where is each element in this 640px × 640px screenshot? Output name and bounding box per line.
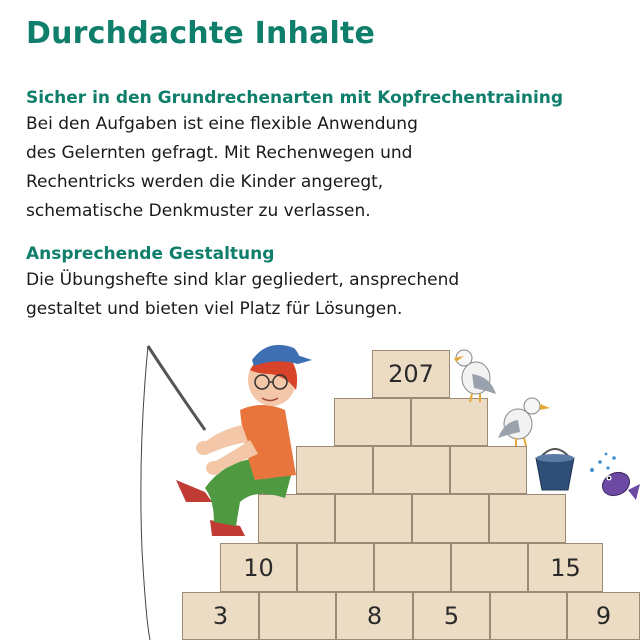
pyramid-brick bbox=[296, 446, 373, 494]
brick-value: 5 bbox=[443, 602, 460, 630]
section-heading: Sicher in den Grundrechenarten mit Kopfrechentraining bbox=[26, 88, 564, 108]
pyramid-brick bbox=[374, 543, 451, 592]
pyramid-brick bbox=[373, 446, 450, 494]
body-line: Die Übungshefte sind klar gegliedert, ansprechend bbox=[26, 270, 460, 290]
brick-value: 10 bbox=[243, 553, 274, 582]
pyramid-brick bbox=[334, 398, 411, 446]
pyramid-brick-top bbox=[372, 350, 450, 398]
body-line: Bei den Aufgaben ist eine flexible Anwendung bbox=[26, 114, 418, 134]
brick-value: 3 bbox=[212, 602, 229, 630]
section-gestaltung bbox=[26, 242, 459, 324]
page-title: Durchdachte Inhalte bbox=[26, 16, 376, 51]
pyramid-brick bbox=[528, 543, 603, 592]
body-line: des Gelernten gefragt. Mit Rechenwegen und bbox=[26, 143, 413, 163]
brick-value: 15 bbox=[550, 553, 581, 582]
pyramid-brick bbox=[451, 543, 528, 592]
illustration bbox=[0, 330, 640, 640]
pyramid-brick-base bbox=[567, 592, 640, 640]
pyramid-brick-base bbox=[413, 592, 490, 640]
pyramid-brick bbox=[335, 494, 412, 543]
body-line: schematische Denkmuster zu verlassen. bbox=[26, 201, 371, 221]
pyramid-brick bbox=[258, 494, 335, 543]
pyramid-brick-base bbox=[259, 592, 336, 640]
seagull-icon bbox=[494, 390, 550, 450]
pyramid-brick bbox=[297, 543, 374, 592]
bucket-icon bbox=[530, 444, 580, 494]
pyramid-brick bbox=[450, 446, 527, 494]
body-line: gestaltet und bieten viel Platz für Lösungen. bbox=[26, 299, 403, 319]
pyramid-brick-base bbox=[490, 592, 567, 640]
brick-value: 9 bbox=[595, 602, 612, 630]
fish-icon bbox=[596, 462, 640, 502]
section-body bbox=[26, 110, 563, 226]
pyramid-brick bbox=[412, 494, 489, 543]
pyramid-brick bbox=[411, 398, 488, 446]
brick-value: 8 bbox=[366, 602, 383, 630]
body-line: Rechentricks werden die Kinder angeregt, bbox=[26, 172, 384, 192]
pyramid-brick bbox=[220, 543, 297, 592]
section-body bbox=[26, 266, 459, 324]
pyramid-brick-base bbox=[336, 592, 413, 640]
pyramid-brick-base bbox=[182, 592, 259, 640]
section-grundrechenarten bbox=[26, 86, 563, 226]
section-heading: Ansprechende Gestaltung bbox=[26, 244, 275, 264]
brick-value: 207 bbox=[388, 360, 434, 388]
pyramid-brick bbox=[489, 494, 566, 543]
